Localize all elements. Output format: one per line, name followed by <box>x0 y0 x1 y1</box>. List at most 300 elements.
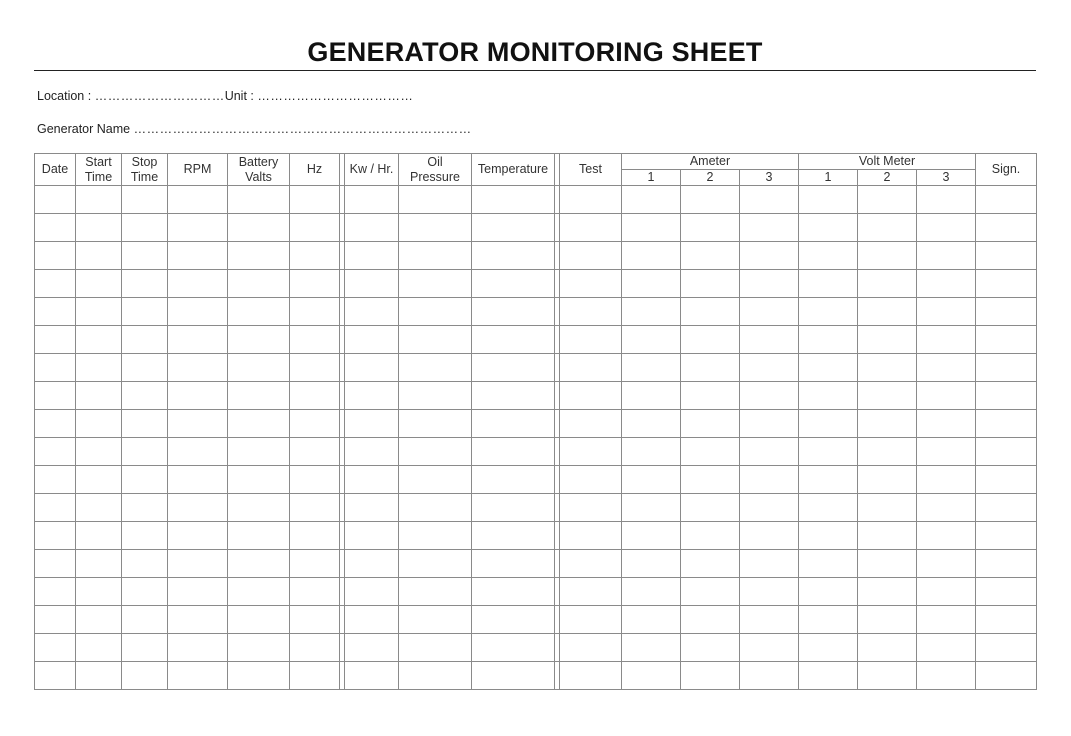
cell-battery-volts[interactable] <box>228 382 290 410</box>
cell-sign[interactable] <box>976 494 1037 522</box>
cell-test[interactable] <box>560 578 622 606</box>
cell-oil-pressure[interactable] <box>399 438 472 466</box>
cell-sign[interactable] <box>976 634 1037 662</box>
cell-sign[interactable] <box>976 410 1037 438</box>
cell-volt-meter-2[interactable] <box>858 606 917 634</box>
cell-oil-pressure[interactable] <box>399 298 472 326</box>
cell-volt-meter-1[interactable] <box>799 550 858 578</box>
cell-rpm[interactable] <box>168 634 228 662</box>
cell-hz[interactable] <box>290 466 340 494</box>
cell-volt-meter-1[interactable] <box>799 522 858 550</box>
cell-date[interactable] <box>35 382 76 410</box>
cell-ameter-2[interactable] <box>681 634 740 662</box>
cell-volt-meter-1[interactable] <box>799 634 858 662</box>
cell-rpm[interactable] <box>168 270 228 298</box>
cell-kw-hr[interactable] <box>345 466 399 494</box>
cell-hz[interactable] <box>290 326 340 354</box>
cell-ameter-1[interactable] <box>622 578 681 606</box>
cell-test[interactable] <box>560 438 622 466</box>
cell-ameter-3[interactable] <box>740 214 799 242</box>
cell-stop-time[interactable] <box>122 186 168 214</box>
cell-oil-pressure[interactable] <box>399 326 472 354</box>
cell-kw-hr[interactable] <box>345 438 399 466</box>
cell-rpm[interactable] <box>168 382 228 410</box>
cell-date[interactable] <box>35 550 76 578</box>
cell-volt-meter-2[interactable] <box>858 494 917 522</box>
cell-volt-meter-1[interactable] <box>799 354 858 382</box>
cell-battery-volts[interactable] <box>228 354 290 382</box>
cell-test[interactable] <box>560 270 622 298</box>
cell-oil-pressure[interactable] <box>399 494 472 522</box>
cell-battery-volts[interactable] <box>228 186 290 214</box>
cell-battery-volts[interactable] <box>228 326 290 354</box>
cell-stop-time[interactable] <box>122 298 168 326</box>
cell-ameter-1[interactable] <box>622 382 681 410</box>
cell-stop-time[interactable] <box>122 326 168 354</box>
cell-kw-hr[interactable] <box>345 578 399 606</box>
cell-sign[interactable] <box>976 466 1037 494</box>
cell-rpm[interactable] <box>168 494 228 522</box>
cell-volt-meter-3[interactable] <box>917 634 976 662</box>
cell-temperature[interactable] <box>472 354 555 382</box>
cell-test[interactable] <box>560 326 622 354</box>
cell-rpm[interactable] <box>168 578 228 606</box>
cell-temperature[interactable] <box>472 522 555 550</box>
cell-volt-meter-2[interactable] <box>858 550 917 578</box>
cell-temperature[interactable] <box>472 270 555 298</box>
cell-volt-meter-3[interactable] <box>917 522 976 550</box>
cell-stop-time[interactable] <box>122 242 168 270</box>
cell-kw-hr[interactable] <box>345 326 399 354</box>
cell-volt-meter-2[interactable] <box>858 410 917 438</box>
cell-battery-volts[interactable] <box>228 606 290 634</box>
cell-ameter-3[interactable] <box>740 410 799 438</box>
generator-name-fill-line[interactable]: …………………………………………………………………… <box>133 122 472 136</box>
cell-ameter-1[interactable] <box>622 298 681 326</box>
cell-rpm[interactable] <box>168 662 228 690</box>
cell-battery-volts[interactable] <box>228 522 290 550</box>
cell-rpm[interactable] <box>168 522 228 550</box>
cell-battery-volts[interactable] <box>228 214 290 242</box>
cell-test[interactable] <box>560 606 622 634</box>
cell-hz[interactable] <box>290 522 340 550</box>
cell-kw-hr[interactable] <box>345 214 399 242</box>
cell-volt-meter-2[interactable] <box>858 298 917 326</box>
cell-oil-pressure[interactable] <box>399 662 472 690</box>
cell-sign[interactable] <box>976 242 1037 270</box>
cell-volt-meter-3[interactable] <box>917 410 976 438</box>
cell-ameter-1[interactable] <box>622 634 681 662</box>
cell-test[interactable] <box>560 550 622 578</box>
cell-ameter-3[interactable] <box>740 494 799 522</box>
cell-hz[interactable] <box>290 242 340 270</box>
cell-kw-hr[interactable] <box>345 382 399 410</box>
cell-ameter-3[interactable] <box>740 466 799 494</box>
cell-battery-volts[interactable] <box>228 242 290 270</box>
cell-hz[interactable] <box>290 606 340 634</box>
cell-volt-meter-1[interactable] <box>799 606 858 634</box>
cell-date[interactable] <box>35 466 76 494</box>
cell-hz[interactable] <box>290 298 340 326</box>
cell-ameter-2[interactable] <box>681 186 740 214</box>
cell-ameter-2[interactable] <box>681 466 740 494</box>
cell-date[interactable] <box>35 326 76 354</box>
cell-start-time[interactable] <box>76 186 122 214</box>
cell-test[interactable] <box>560 382 622 410</box>
cell-rpm[interactable] <box>168 242 228 270</box>
cell-ameter-1[interactable] <box>622 522 681 550</box>
cell-sign[interactable] <box>976 354 1037 382</box>
cell-volt-meter-3[interactable] <box>917 354 976 382</box>
cell-temperature[interactable] <box>472 326 555 354</box>
cell-oil-pressure[interactable] <box>399 186 472 214</box>
cell-volt-meter-1[interactable] <box>799 326 858 354</box>
cell-date[interactable] <box>35 522 76 550</box>
cell-oil-pressure[interactable] <box>399 410 472 438</box>
cell-battery-volts[interactable] <box>228 438 290 466</box>
cell-ameter-3[interactable] <box>740 186 799 214</box>
cell-start-time[interactable] <box>76 270 122 298</box>
cell-volt-meter-1[interactable] <box>799 214 858 242</box>
cell-ameter-2[interactable] <box>681 522 740 550</box>
cell-temperature[interactable] <box>472 410 555 438</box>
cell-start-time[interactable] <box>76 382 122 410</box>
cell-battery-volts[interactable] <box>228 410 290 438</box>
cell-volt-meter-3[interactable] <box>917 270 976 298</box>
cell-test[interactable] <box>560 522 622 550</box>
cell-volt-meter-1[interactable] <box>799 438 858 466</box>
cell-ameter-3[interactable] <box>740 382 799 410</box>
cell-stop-time[interactable] <box>122 494 168 522</box>
cell-ameter-1[interactable] <box>622 214 681 242</box>
cell-volt-meter-3[interactable] <box>917 606 976 634</box>
cell-rpm[interactable] <box>168 550 228 578</box>
cell-start-time[interactable] <box>76 522 122 550</box>
cell-ameter-2[interactable] <box>681 242 740 270</box>
cell-kw-hr[interactable] <box>345 242 399 270</box>
cell-ameter-3[interactable] <box>740 298 799 326</box>
cell-ameter-1[interactable] <box>622 410 681 438</box>
cell-ameter-1[interactable] <box>622 270 681 298</box>
cell-kw-hr[interactable] <box>345 298 399 326</box>
cell-start-time[interactable] <box>76 354 122 382</box>
cell-test[interactable] <box>560 298 622 326</box>
cell-volt-meter-2[interactable] <box>858 214 917 242</box>
cell-hz[interactable] <box>290 214 340 242</box>
cell-battery-volts[interactable] <box>228 270 290 298</box>
cell-start-time[interactable] <box>76 606 122 634</box>
cell-start-time[interactable] <box>76 662 122 690</box>
cell-volt-meter-3[interactable] <box>917 578 976 606</box>
cell-sign[interactable] <box>976 522 1037 550</box>
cell-test[interactable] <box>560 354 622 382</box>
cell-sign[interactable] <box>976 214 1037 242</box>
cell-battery-volts[interactable] <box>228 298 290 326</box>
cell-date[interactable] <box>35 354 76 382</box>
cell-ameter-2[interactable] <box>681 494 740 522</box>
cell-oil-pressure[interactable] <box>399 578 472 606</box>
cell-rpm[interactable] <box>168 214 228 242</box>
cell-ameter-1[interactable] <box>622 242 681 270</box>
cell-ameter-1[interactable] <box>622 550 681 578</box>
unit-fill-line[interactable]: ……………………………… <box>257 89 414 103</box>
cell-oil-pressure[interactable] <box>399 522 472 550</box>
cell-kw-hr[interactable] <box>345 606 399 634</box>
cell-volt-meter-1[interactable] <box>799 662 858 690</box>
cell-start-time[interactable] <box>76 634 122 662</box>
cell-ameter-3[interactable] <box>740 522 799 550</box>
cell-volt-meter-2[interactable] <box>858 354 917 382</box>
cell-rpm[interactable] <box>168 438 228 466</box>
cell-date[interactable] <box>35 606 76 634</box>
cell-test[interactable] <box>560 410 622 438</box>
cell-volt-meter-3[interactable] <box>917 438 976 466</box>
cell-temperature[interactable] <box>472 634 555 662</box>
cell-start-time[interactable] <box>76 410 122 438</box>
cell-start-time[interactable] <box>76 466 122 494</box>
cell-test[interactable] <box>560 634 622 662</box>
cell-ameter-3[interactable] <box>740 270 799 298</box>
cell-test[interactable] <box>560 242 622 270</box>
cell-oil-pressure[interactable] <box>399 466 472 494</box>
cell-kw-hr[interactable] <box>345 186 399 214</box>
cell-hz[interactable] <box>290 662 340 690</box>
cell-rpm[interactable] <box>168 466 228 494</box>
cell-ameter-2[interactable] <box>681 550 740 578</box>
cell-ameter-2[interactable] <box>681 606 740 634</box>
cell-temperature[interactable] <box>472 382 555 410</box>
cell-temperature[interactable] <box>472 578 555 606</box>
cell-sign[interactable] <box>976 270 1037 298</box>
cell-date[interactable] <box>35 438 76 466</box>
cell-date[interactable] <box>35 662 76 690</box>
cell-ameter-2[interactable] <box>681 326 740 354</box>
cell-sign[interactable] <box>976 326 1037 354</box>
cell-temperature[interactable] <box>472 298 555 326</box>
cell-kw-hr[interactable] <box>345 354 399 382</box>
cell-temperature[interactable] <box>472 214 555 242</box>
cell-ameter-3[interactable] <box>740 550 799 578</box>
cell-ameter-3[interactable] <box>740 242 799 270</box>
location-fill-line[interactable]: ………………………… <box>94 89 225 103</box>
cell-rpm[interactable] <box>168 186 228 214</box>
cell-volt-meter-2[interactable] <box>858 634 917 662</box>
cell-hz[interactable] <box>290 410 340 438</box>
cell-date[interactable] <box>35 578 76 606</box>
cell-ameter-3[interactable] <box>740 606 799 634</box>
cell-volt-meter-3[interactable] <box>917 662 976 690</box>
cell-oil-pressure[interactable] <box>399 634 472 662</box>
cell-hz[interactable] <box>290 382 340 410</box>
cell-temperature[interactable] <box>472 662 555 690</box>
cell-start-time[interactable] <box>76 494 122 522</box>
cell-ameter-3[interactable] <box>740 438 799 466</box>
cell-volt-meter-3[interactable] <box>917 326 976 354</box>
cell-kw-hr[interactable] <box>345 662 399 690</box>
cell-battery-volts[interactable] <box>228 662 290 690</box>
cell-stop-time[interactable] <box>122 270 168 298</box>
cell-volt-meter-2[interactable] <box>858 466 917 494</box>
cell-sign[interactable] <box>976 606 1037 634</box>
cell-ameter-2[interactable] <box>681 578 740 606</box>
cell-temperature[interactable] <box>472 550 555 578</box>
cell-volt-meter-1[interactable] <box>799 186 858 214</box>
cell-volt-meter-1[interactable] <box>799 494 858 522</box>
cell-stop-time[interactable] <box>122 466 168 494</box>
cell-volt-meter-2[interactable] <box>858 438 917 466</box>
cell-stop-time[interactable] <box>122 550 168 578</box>
cell-volt-meter-2[interactable] <box>858 522 917 550</box>
cell-kw-hr[interactable] <box>345 494 399 522</box>
cell-date[interactable] <box>35 186 76 214</box>
cell-volt-meter-1[interactable] <box>799 382 858 410</box>
cell-ameter-1[interactable] <box>622 662 681 690</box>
cell-oil-pressure[interactable] <box>399 550 472 578</box>
cell-start-time[interactable] <box>76 214 122 242</box>
cell-ameter-1[interactable] <box>622 326 681 354</box>
cell-start-time[interactable] <box>76 242 122 270</box>
cell-ameter-2[interactable] <box>681 298 740 326</box>
cell-ameter-3[interactable] <box>740 326 799 354</box>
cell-battery-volts[interactable] <box>228 466 290 494</box>
cell-volt-meter-3[interactable] <box>917 494 976 522</box>
cell-rpm[interactable] <box>168 410 228 438</box>
cell-stop-time[interactable] <box>122 662 168 690</box>
cell-test[interactable] <box>560 466 622 494</box>
cell-rpm[interactable] <box>168 326 228 354</box>
cell-hz[interactable] <box>290 438 340 466</box>
cell-ameter-1[interactable] <box>622 438 681 466</box>
cell-temperature[interactable] <box>472 494 555 522</box>
cell-sign[interactable] <box>976 438 1037 466</box>
cell-sign[interactable] <box>976 662 1037 690</box>
cell-oil-pressure[interactable] <box>399 242 472 270</box>
cell-hz[interactable] <box>290 578 340 606</box>
cell-test[interactable] <box>560 494 622 522</box>
cell-hz[interactable] <box>290 186 340 214</box>
cell-battery-volts[interactable] <box>228 550 290 578</box>
cell-test[interactable] <box>560 662 622 690</box>
cell-kw-hr[interactable] <box>345 270 399 298</box>
cell-sign[interactable] <box>976 186 1037 214</box>
cell-temperature[interactable] <box>472 438 555 466</box>
cell-ameter-2[interactable] <box>681 382 740 410</box>
cell-volt-meter-1[interactable] <box>799 298 858 326</box>
cell-ameter-2[interactable] <box>681 410 740 438</box>
cell-oil-pressure[interactable] <box>399 382 472 410</box>
cell-volt-meter-1[interactable] <box>799 270 858 298</box>
cell-rpm[interactable] <box>168 298 228 326</box>
cell-sign[interactable] <box>976 578 1037 606</box>
cell-volt-meter-2[interactable] <box>858 382 917 410</box>
cell-test[interactable] <box>560 214 622 242</box>
cell-temperature[interactable] <box>472 186 555 214</box>
cell-sign[interactable] <box>976 298 1037 326</box>
cell-battery-volts[interactable] <box>228 634 290 662</box>
cell-stop-time[interactable] <box>122 522 168 550</box>
cell-volt-meter-2[interactable] <box>858 186 917 214</box>
cell-rpm[interactable] <box>168 354 228 382</box>
cell-volt-meter-3[interactable] <box>917 214 976 242</box>
cell-volt-meter-3[interactable] <box>917 186 976 214</box>
cell-sign[interactable] <box>976 382 1037 410</box>
cell-ameter-3[interactable] <box>740 662 799 690</box>
cell-battery-volts[interactable] <box>228 494 290 522</box>
cell-ameter-1[interactable] <box>622 354 681 382</box>
cell-volt-meter-1[interactable] <box>799 578 858 606</box>
cell-oil-pressure[interactable] <box>399 270 472 298</box>
cell-rpm[interactable] <box>168 606 228 634</box>
cell-start-time[interactable] <box>76 298 122 326</box>
cell-ameter-1[interactable] <box>622 606 681 634</box>
cell-hz[interactable] <box>290 354 340 382</box>
cell-hz[interactable] <box>290 550 340 578</box>
cell-volt-meter-1[interactable] <box>799 466 858 494</box>
cell-volt-meter-2[interactable] <box>858 578 917 606</box>
cell-volt-meter-3[interactable] <box>917 298 976 326</box>
cell-stop-time[interactable] <box>122 354 168 382</box>
cell-hz[interactable] <box>290 634 340 662</box>
cell-kw-hr[interactable] <box>345 410 399 438</box>
cell-volt-meter-2[interactable] <box>858 242 917 270</box>
cell-date[interactable] <box>35 634 76 662</box>
cell-start-time[interactable] <box>76 550 122 578</box>
cell-temperature[interactable] <box>472 606 555 634</box>
cell-ameter-2[interactable] <box>681 662 740 690</box>
cell-volt-meter-2[interactable] <box>858 326 917 354</box>
cell-volt-meter-2[interactable] <box>858 662 917 690</box>
cell-oil-pressure[interactable] <box>399 606 472 634</box>
cell-ameter-3[interactable] <box>740 578 799 606</box>
cell-volt-meter-3[interactable] <box>917 466 976 494</box>
cell-ameter-2[interactable] <box>681 214 740 242</box>
cell-ameter-1[interactable] <box>622 186 681 214</box>
cell-start-time[interactable] <box>76 578 122 606</box>
cell-volt-meter-3[interactable] <box>917 382 976 410</box>
cell-kw-hr[interactable] <box>345 522 399 550</box>
cell-volt-meter-1[interactable] <box>799 242 858 270</box>
cell-volt-meter-1[interactable] <box>799 410 858 438</box>
cell-stop-time[interactable] <box>122 410 168 438</box>
cell-date[interactable] <box>35 270 76 298</box>
cell-oil-pressure[interactable] <box>399 354 472 382</box>
cell-ameter-3[interactable] <box>740 634 799 662</box>
cell-temperature[interactable] <box>472 242 555 270</box>
cell-stop-time[interactable] <box>122 438 168 466</box>
cell-ameter-1[interactable] <box>622 494 681 522</box>
cell-date[interactable] <box>35 242 76 270</box>
cell-stop-time[interactable] <box>122 606 168 634</box>
cell-ameter-2[interactable] <box>681 438 740 466</box>
cell-stop-time[interactable] <box>122 214 168 242</box>
cell-oil-pressure[interactable] <box>399 214 472 242</box>
cell-volt-meter-3[interactable] <box>917 242 976 270</box>
cell-date[interactable] <box>35 214 76 242</box>
cell-hz[interactable] <box>290 270 340 298</box>
cell-test[interactable] <box>560 186 622 214</box>
cell-volt-meter-2[interactable] <box>858 270 917 298</box>
cell-stop-time[interactable] <box>122 634 168 662</box>
cell-date[interactable] <box>35 410 76 438</box>
cell-temperature[interactable] <box>472 466 555 494</box>
cell-kw-hr[interactable] <box>345 550 399 578</box>
cell-date[interactable] <box>35 494 76 522</box>
cell-stop-time[interactable] <box>122 578 168 606</box>
cell-hz[interactable] <box>290 494 340 522</box>
cell-volt-meter-3[interactable] <box>917 550 976 578</box>
cell-kw-hr[interactable] <box>345 634 399 662</box>
cell-ameter-2[interactable] <box>681 354 740 382</box>
